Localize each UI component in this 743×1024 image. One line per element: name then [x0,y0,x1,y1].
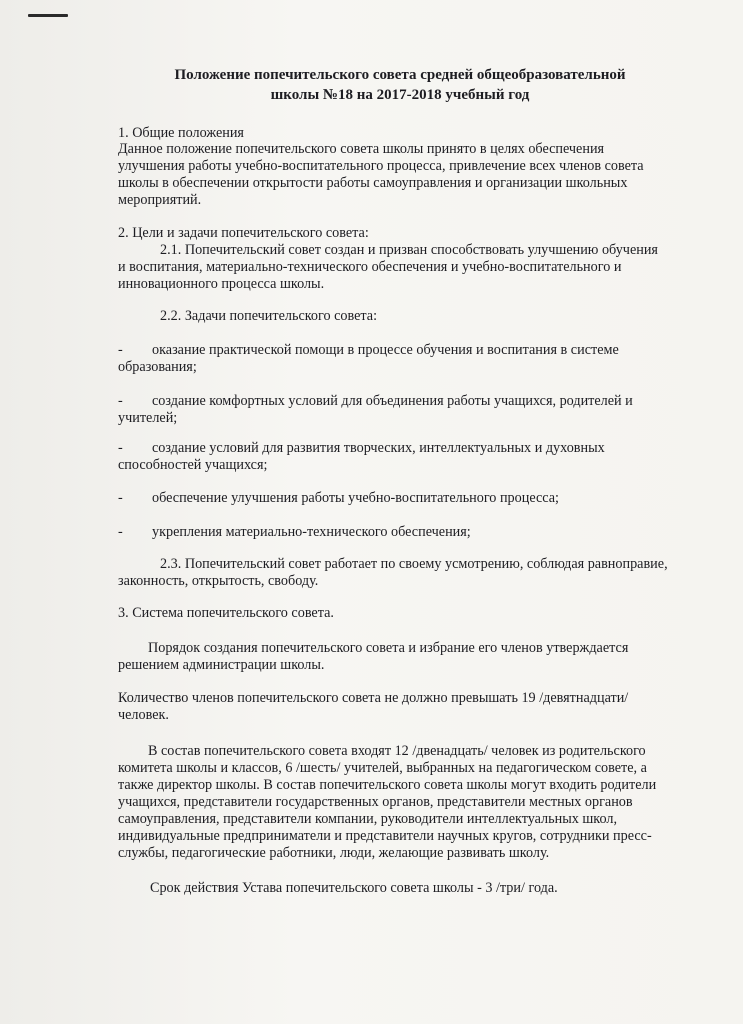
s3-p2-line-1: Количество членов попечительского совета не должно превышать 19 /девятнадцати/ [118,690,629,706]
task-4 [118,490,688,507]
s3-p1-line-1: Порядок создания попечительского совета и избрание его членов утверждается [148,640,629,656]
task-1-line-2: образования; [118,359,197,375]
section1-line-3: школы в обеспечении открытости работы самоуправления и организации школьных [118,175,628,191]
p21-line-2: и воспитания, материально-технического обеспечения и учебно-воспитательного и [118,259,622,275]
s3-p2-line-2: человек. [118,707,169,723]
s3-p3-line-1: В состав попечительского совета входят 12 /двенадцать/ человек из родительского [148,743,646,759]
p23-line-2: законность, открытость, свободу. [118,573,319,589]
s3-p3-line-2: комитета школы и классов, 6 /шесть/ учителей, выбранных на педагогическом совете, а [118,760,647,776]
s3-p1-line-2: решением администрации школы. [118,657,325,673]
task-1 [118,342,688,359]
task-3-line-1: создание условий для развития творческих, интеллектуальных и духовных [152,440,605,456]
task-2 [118,393,688,410]
task-3 [118,440,688,457]
task-5-marker: - [118,524,123,540]
section2-heading: 2. Цели и задачи попечительского совета: [118,225,369,241]
p21-line-3: инновационного процесса школы. [118,276,325,292]
task-2-line-1: создание комфортных условий для объединения работы учащихся, родителей и [152,393,633,409]
s3-p4: Срок действия Устава попечительского совета школы - 3 /три/ года. [150,880,558,896]
s3-p3-line-6: индивидуальные предприниматели и представители научных кругов, сотрудники пресс- [118,828,652,844]
task-4-line-1: обеспечение улучшения работы учебно-воспитательного процесса; [152,490,559,506]
corner-mark [28,14,68,17]
p23-line-1: 2.3. Попечительский совет работает по своему усмотрению, соблюдая равноправие, [160,556,668,572]
task-1-line-1: оказание практической помощи в процессе обучения и воспитания в системе [152,342,619,358]
s3-p3-line-3: также директор школы. В состав попечительского совета школы могут входить родители [118,777,657,793]
task-3-line-2: способностей учащихся; [118,457,268,473]
section3-heading: 3. Система попечительского совета. [118,605,334,621]
task-4-marker: - [118,490,123,506]
s3-p3-line-4: учащихся, представители государственных органов, представители местных органов [118,794,633,810]
p21-line-1: 2.1. Попечительский совет создан и призван способствовать улучшению обучения [160,242,658,258]
title-line-1: Положение попечительского совета средней общеобразовательной [174,67,626,83]
s3-p3-line-5: самоуправления, представители компании, руководители интеллектуальных школ, [118,811,618,827]
task-1-marker: - [118,342,123,358]
section1-line-2: улучшения работы учебно-воспитательного процесса, привлечение всех членов совета [118,158,644,174]
task-5 [118,524,688,541]
task-5-line-1: укрепления материально-технического обеспечения; [152,524,471,540]
task-3-marker: - [118,440,123,456]
s3-p3-line-7: службы, педагогические работники, люди, желающие развивать школу. [118,845,550,861]
task-2-line-2: учителей; [118,410,178,426]
section1-line-4: мероприятий. [118,192,202,208]
task-2-marker: - [118,393,123,409]
p22-heading: 2.2. Задачи попечительского совета: [160,308,378,324]
section1-line-1: Данное положение попечительского совета школы принято в целях обеспечения [118,141,605,157]
title-line-2: школы №18 на 2017-2018 учебный год [270,87,530,103]
section1-heading: 1. Общие положения [118,125,244,141]
